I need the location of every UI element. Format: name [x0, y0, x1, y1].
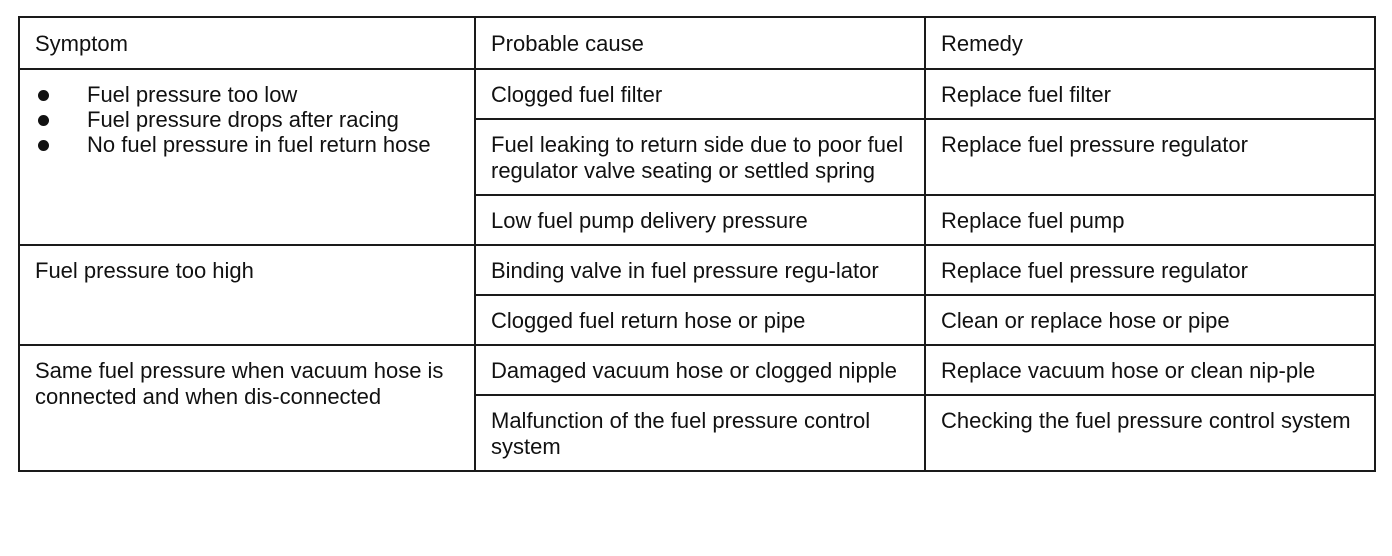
cause-cell: Binding valve in fuel pressure regu-lator: [475, 245, 925, 295]
symptom-bullet-text: Fuel pressure too low: [87, 82, 298, 107]
remedy-cell: Checking the fuel pressure control system: [925, 395, 1375, 471]
symptom-bullet-text: No fuel pressure in fuel return hose: [87, 132, 431, 157]
symptom-cell: Same fuel pressure when vacuum hose is connected and when dis-connected: [19, 345, 475, 471]
remedy-cell: Replace fuel pressure regulator: [925, 245, 1375, 295]
remedy-cell: Replace vacuum hose or clean nip-ple: [925, 345, 1375, 395]
remedy-cell: Replace fuel pump: [925, 195, 1375, 245]
table-row: [19, 345, 1375, 395]
header-symptom: Symptom: [19, 17, 475, 69]
header-row: [19, 17, 1375, 69]
cause-cell: Damaged vacuum hose or clogged nipple: [475, 345, 925, 395]
symptom-bullet-text: Fuel pressure drops after racing: [87, 107, 399, 132]
symptom-bullet-item: [35, 132, 460, 157]
symptom-cell: Fuel pressure too high: [19, 245, 475, 345]
remedy-cell: Clean or replace hose or pipe: [925, 295, 1375, 345]
cause-cell: Low fuel pump delivery pressure: [475, 195, 925, 245]
table-row: [19, 245, 1375, 295]
header-remedy: Remedy: [925, 17, 1375, 69]
cause-cell: Clogged fuel filter: [475, 69, 925, 119]
cause-cell: Malfunction of the fuel pressure control system: [475, 395, 925, 471]
symptom-bullet-list: [35, 82, 460, 157]
header-probable-cause: Probable cause: [475, 17, 925, 69]
symptom-bullet-item: [35, 82, 460, 107]
cause-cell: Clogged fuel return hose or pipe: [475, 295, 925, 345]
bullet-dot-icon: [38, 90, 49, 101]
cause-cell: Fuel leaking to return side due to poor fuel regulator valve seating or settled spring: [475, 119, 925, 195]
remedy-cell: Replace fuel filter: [925, 69, 1375, 119]
symptom-cell: [19, 69, 475, 245]
bullet-dot-icon: [38, 115, 49, 126]
table-row: [19, 69, 1375, 119]
symptom-bullet-item: [35, 107, 460, 132]
bullet-dot-icon: [38, 140, 49, 151]
troubleshooting-table: [18, 16, 1376, 472]
remedy-cell: Replace fuel pressure regulator: [925, 119, 1375, 195]
troubleshooting-table-container: [18, 16, 1374, 472]
